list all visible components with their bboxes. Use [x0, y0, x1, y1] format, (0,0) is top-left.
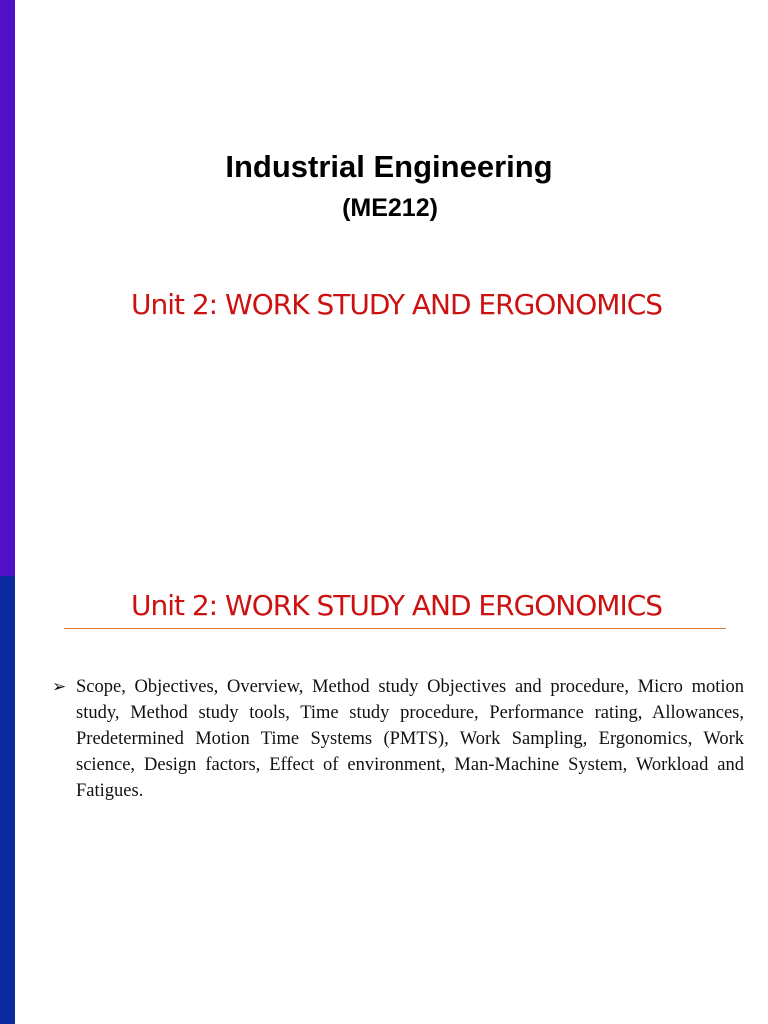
bullet-text: Scope, Objectives, Overview, Method study Objectives and procedure, Micro motion study, Method study tools, Time study procedure, Performance rating, Allowances, Predetermined Motion Time Systems (PMTS), Work Sampling, Ergonomics, Work science, Design factors, Effect of environment, Man-Machine System, Workload and Fatigues. — [76, 677, 744, 801]
slide-accent-bar — [0, 576, 15, 1024]
slide-heading: Unit 2: WORK STUDY AND ERGONOMICS — [130, 589, 663, 622]
main-title: Industrial Engineering — [225, 149, 553, 184]
content-slide — [0, 576, 768, 1024]
bullet-item — [52, 674, 744, 804]
arrow-bullet-icon: ➢ — [52, 677, 67, 696]
unit-title: Unit 2: WORK STUDY AND ERGONOMICS — [130, 288, 663, 321]
heading-underline — [64, 628, 726, 629]
course-code: (ME212) — [342, 194, 438, 222]
